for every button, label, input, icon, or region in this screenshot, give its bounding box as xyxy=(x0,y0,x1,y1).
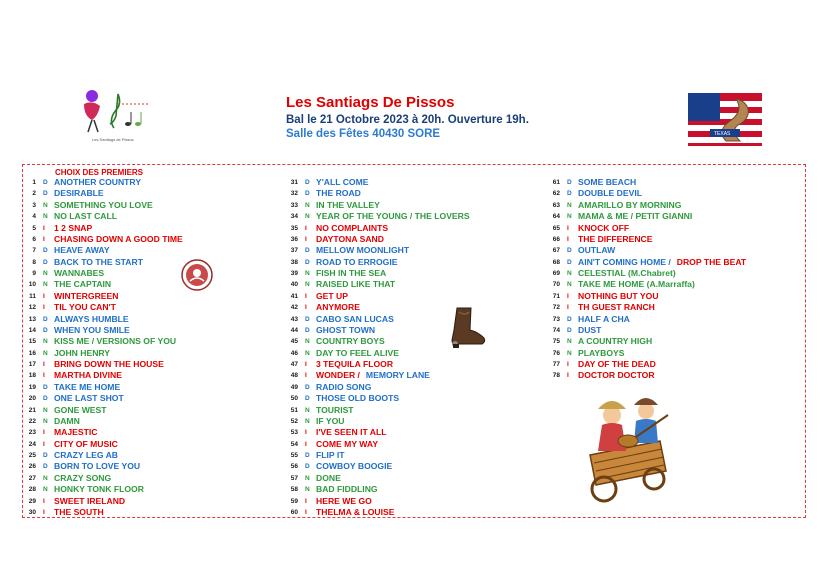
dance-title: DONE xyxy=(316,472,341,483)
dance-number: 36 xyxy=(290,235,298,243)
dance-level: D xyxy=(567,247,572,255)
dance-number: 63 xyxy=(552,201,560,209)
dance-level: N xyxy=(305,349,310,357)
dance-level: D xyxy=(305,463,310,471)
dance-level: N xyxy=(567,213,572,221)
dance-number: 45 xyxy=(290,338,298,346)
dance-level: D xyxy=(305,383,310,391)
dance-title: AMARILLO BY MORNING xyxy=(578,199,682,210)
dance-level: D xyxy=(305,315,310,323)
dance-level: N xyxy=(43,474,48,482)
dance-title: GHOST TOWN xyxy=(316,324,376,335)
dance-number: 16 xyxy=(28,349,36,357)
dance-title: CRAZY SONG xyxy=(54,472,112,483)
dance-number: 49 xyxy=(290,383,298,391)
dance-title: BORN TO LOVE YOU xyxy=(54,461,141,472)
dance-level: I xyxy=(567,361,569,368)
dance-title: DOCTOR DOCTOR xyxy=(578,370,655,381)
dance-number: 29 xyxy=(28,497,36,505)
dance-title: FLIP IT xyxy=(316,450,345,460)
cowgirls-wagon-icon xyxy=(576,385,684,503)
dance-level: N xyxy=(305,281,310,289)
dance-title: KNOCK OFF xyxy=(578,222,630,233)
dance-level: N xyxy=(43,281,48,289)
dance-level: I xyxy=(43,292,45,300)
dance-number: 55 xyxy=(290,452,298,459)
dance-level: I xyxy=(305,372,307,380)
dance-level: N xyxy=(43,486,48,494)
dance-number: 6 xyxy=(32,235,36,243)
dance-level: N xyxy=(567,281,572,289)
dance-level: I xyxy=(305,508,307,516)
dance-number: 61 xyxy=(552,179,560,186)
dance-title: BACK TO THE START xyxy=(54,256,143,267)
dance-level: I xyxy=(567,235,569,243)
dance-number: 31 xyxy=(290,179,298,186)
dance-level: D xyxy=(43,315,48,323)
dance-title: PLAYBOYS xyxy=(578,347,625,358)
dance-title: ANYMORE xyxy=(316,302,360,313)
dance-level: I xyxy=(43,440,45,448)
dance-level: D xyxy=(305,190,310,198)
choix-des-premiers-label: CHOIX DES PREMIERS xyxy=(55,168,144,177)
dance-level: N xyxy=(43,417,48,425)
dance-number: 24 xyxy=(28,440,36,448)
dance-level: D xyxy=(43,463,48,471)
dance-level: I xyxy=(305,224,307,232)
dance-level: D xyxy=(43,452,48,459)
dance-level: I xyxy=(567,224,569,232)
dance-title: TOURIST xyxy=(316,404,354,415)
dance-level: D xyxy=(43,383,48,391)
dance-number: 5 xyxy=(32,224,36,232)
dance-title: HEAVE AWAY xyxy=(54,245,110,256)
dance-number: 72 xyxy=(552,304,560,312)
dance-number: 75 xyxy=(552,338,560,346)
dance-title: DAYTONA SAND xyxy=(316,233,384,244)
dance-level: I xyxy=(43,304,45,312)
dance-number: 13 xyxy=(28,315,36,323)
dance-number: 68 xyxy=(552,258,560,266)
dance-number: 8 xyxy=(32,258,36,266)
dance-title: DAY OF THE DEAD xyxy=(578,359,656,369)
dance-number: 30 xyxy=(28,508,36,516)
dance-number: 65 xyxy=(552,224,560,232)
usa-flag-snake-icon xyxy=(686,91,764,148)
dance-level: D xyxy=(305,395,310,403)
dance-title: TAKE ME HOME xyxy=(54,381,121,392)
dance-level: I xyxy=(305,440,307,448)
dance-level: I xyxy=(43,429,45,437)
dance-number: 48 xyxy=(290,372,298,380)
dance-number: 12 xyxy=(28,304,36,312)
dance-number: 41 xyxy=(290,292,298,300)
dance-number: 28 xyxy=(28,486,36,494)
dance-level: I xyxy=(43,497,45,505)
dance-level: N xyxy=(567,270,572,277)
dance-level: N xyxy=(43,270,48,277)
dance-number: 26 xyxy=(28,463,36,471)
dance-number: 67 xyxy=(552,247,560,255)
dance-number: 40 xyxy=(290,281,298,289)
dance-title: ROAD TO ERROGIE xyxy=(316,256,398,267)
dance-number: 4 xyxy=(32,213,36,221)
page-title: Les Santiags De Pissos xyxy=(286,94,455,111)
dance-number: 51 xyxy=(290,406,298,414)
dance-title: MAMA & ME / PETIT GIANNI xyxy=(578,211,693,222)
dance-title: TAKE ME HOME (A.Marraffa) xyxy=(578,279,695,290)
dance-number: 27 xyxy=(28,474,36,482)
dance-level: I xyxy=(567,292,569,300)
dance-title: KISS ME / VERSIONS OF YOU xyxy=(54,336,177,347)
dance-level: N xyxy=(305,201,310,209)
dance-number: 57 xyxy=(290,474,298,482)
dance-level: I xyxy=(43,224,45,232)
dance-level: I xyxy=(43,361,45,368)
dance-title: 1 2 SNAP xyxy=(54,222,93,233)
dance-level: N xyxy=(43,338,48,346)
dance-title: THE ROAD xyxy=(316,188,361,199)
dance-title: DAY TO FEEL ALIVE xyxy=(316,347,399,358)
dance-number: 64 xyxy=(552,213,560,221)
dance-level: D xyxy=(305,179,310,186)
dance-title: DUST xyxy=(578,324,602,335)
dance-number: 47 xyxy=(290,361,298,368)
dance-number: 70 xyxy=(552,281,560,289)
dance-number: 1 xyxy=(32,179,36,186)
club-logo-caption: Les Santiags de Pissos xyxy=(92,137,134,142)
dance-number: 19 xyxy=(28,383,36,391)
event-venue-line: Salle des Fêtes 40430 SORE xyxy=(286,128,441,140)
dance-title: ANOTHER COUNTRY xyxy=(54,177,142,187)
dance-level: D xyxy=(43,190,48,198)
dance-level: I xyxy=(567,372,569,380)
dance-level: I xyxy=(305,304,307,312)
dance-title: RAISED LIKE THAT xyxy=(316,279,396,290)
dance-number: 50 xyxy=(290,395,298,403)
dance-level: N xyxy=(305,486,310,494)
dance-number: 44 xyxy=(290,326,298,334)
dance-title: DOUBLE DEVIL xyxy=(578,188,642,199)
dance-title: THE CAPTAIN xyxy=(54,279,112,290)
dance-level: N xyxy=(305,213,310,221)
dance-level: N xyxy=(567,349,572,357)
dance-title: HALF A CHA xyxy=(578,313,630,324)
dance-number: 33 xyxy=(290,201,298,209)
dance-number: 21 xyxy=(28,406,36,414)
dance-title: CRAZY LEG AB xyxy=(54,450,118,460)
dance-title: TIL YOU CAN'T xyxy=(54,302,116,313)
event-date-line: Bal le 21 Octobre 2023 à 20h. Ouverture 19h. xyxy=(286,114,529,126)
dance-level: I xyxy=(305,361,307,368)
dance-title: SOME BEACH xyxy=(578,177,637,187)
dance-number: 58 xyxy=(290,486,298,494)
dance-title: NOTHING BUT YOU xyxy=(578,290,659,301)
dance-level: I xyxy=(305,292,307,300)
dance-level: I xyxy=(43,508,45,516)
dance-title: THE SOUTH xyxy=(54,506,104,517)
dance-number: 73 xyxy=(552,315,560,323)
dance-level: N xyxy=(43,201,48,209)
dance-level: D xyxy=(43,179,48,186)
dance-level: D xyxy=(305,452,310,459)
dance-title: COUNTRY BOYS xyxy=(316,336,385,347)
dance-title: SOMETHING YOU LOVE xyxy=(54,199,153,210)
dance-number: 10 xyxy=(28,281,36,289)
dance-title: YEAR OF THE YOUNG / THE LOVERS xyxy=(316,211,470,222)
dance-level: N xyxy=(305,474,310,482)
dance-title: COME MY WAY xyxy=(316,438,379,449)
dance-level: D xyxy=(567,326,572,334)
dance-title: MARTHA DIVINE xyxy=(54,370,122,381)
dance-number: 43 xyxy=(290,315,298,323)
stamp-badge-icon xyxy=(181,259,213,291)
dance-number: 3 xyxy=(32,201,36,209)
dance-title: DAMN xyxy=(54,415,80,426)
dance-title-alt: MEMORY LANE xyxy=(365,370,430,381)
dance-title: RADIO SONG xyxy=(316,381,372,392)
dance-number: 42 xyxy=(290,304,298,312)
dance-level: N xyxy=(567,338,572,346)
dance-title-alt: DROP THE BEAT xyxy=(676,256,747,267)
dance-number: 11 xyxy=(29,292,36,300)
dance-level: I xyxy=(43,372,45,380)
dance-number: 20 xyxy=(28,395,36,403)
dance-level: D xyxy=(43,395,48,403)
dance-title: NO LAST CALL xyxy=(54,211,118,222)
dance-title: THE DIFFERENCE xyxy=(578,233,653,244)
dance-level: N xyxy=(305,270,310,277)
dance-title: ONE LAST SHOT xyxy=(54,393,124,404)
dance-title: BRING DOWN THE HOUSE xyxy=(54,359,164,369)
dance-title: BAD FIDDLING xyxy=(316,484,378,495)
dance-title: A COUNTRY HIGH xyxy=(578,336,653,347)
dance-title: ALWAYS HUMBLE xyxy=(54,313,129,324)
dance-number: 39 xyxy=(290,270,298,277)
dance-title: WONDER / xyxy=(316,370,360,381)
dance-level: N xyxy=(567,201,572,209)
dance-number: 52 xyxy=(290,417,298,425)
dance-number: 77 xyxy=(552,361,560,368)
dance-number: 53 xyxy=(290,429,298,437)
dance-title: TH GUEST RANCH xyxy=(578,302,655,313)
dance-number: 9 xyxy=(32,270,36,277)
dance-level: D xyxy=(305,258,310,266)
dance-title: DESIRABLE xyxy=(54,188,104,199)
dance-title: HONKY TONK FLOOR xyxy=(54,484,144,495)
dance-level: I xyxy=(305,497,307,505)
dance-level: N xyxy=(305,417,310,425)
dance-title: I'VE SEEN IT ALL xyxy=(316,427,387,438)
dance-title: FISH IN THE SEA xyxy=(316,268,387,278)
dance-level: D xyxy=(567,190,572,198)
dance-title: MAJESTIC xyxy=(54,427,98,438)
dance-level: N xyxy=(43,406,48,414)
dance-title: WINTERGREEN xyxy=(54,290,119,301)
dance-title: OUTLAW xyxy=(578,245,616,256)
dance-number: 78 xyxy=(552,372,560,380)
dance-level: D xyxy=(567,179,572,186)
cowboy-boot-icon xyxy=(447,306,487,350)
dance-number: 7 xyxy=(32,247,36,255)
dance-level: I xyxy=(305,429,307,437)
dance-number: 2 xyxy=(32,190,36,198)
dance-title: CABO SAN LUCAS xyxy=(316,313,394,324)
dance-number: 37 xyxy=(290,247,298,255)
dance-number: 35 xyxy=(290,224,298,232)
dance-number: 14 xyxy=(28,326,36,334)
club-logo-icon xyxy=(78,84,156,144)
dance-number: 25 xyxy=(28,452,36,459)
dance-number: 56 xyxy=(290,463,298,471)
dance-title: IN THE VALLEY xyxy=(316,199,380,210)
dance-level: N xyxy=(305,338,310,346)
dance-title: MELLOW MOONLIGHT xyxy=(316,245,410,256)
dance-level: D xyxy=(43,258,48,266)
dance-title: AIN'T COMING HOME / xyxy=(578,256,671,267)
dance-number: 66 xyxy=(552,235,560,243)
dance-title: CITY OF MUSIC xyxy=(54,438,118,449)
dance-title: 3 TEQUILA FLOOR xyxy=(316,359,394,369)
dance-title: HERE WE GO xyxy=(316,495,372,506)
dance-number: 34 xyxy=(290,213,298,221)
dance-number: 59 xyxy=(290,497,298,505)
dance-level: D xyxy=(305,247,310,255)
dance-title: NO COMPLAINTS xyxy=(316,222,389,233)
dance-number: 18 xyxy=(28,372,36,380)
dance-level: N xyxy=(43,349,48,357)
dance-number: 60 xyxy=(290,508,298,516)
dance-number: 22 xyxy=(28,417,36,425)
dance-title: GET UP xyxy=(316,290,348,301)
dance-title: THELMA & LOUISE xyxy=(316,506,395,517)
dance-number: 46 xyxy=(290,349,298,357)
dance-level: D xyxy=(567,258,572,266)
dance-number: 17 xyxy=(28,361,36,368)
dance-number: 15 xyxy=(28,338,36,346)
dance-level: N xyxy=(305,406,310,414)
dance-level: D xyxy=(305,326,310,334)
dance-number: 32 xyxy=(290,190,298,198)
dance-level: I xyxy=(567,304,569,312)
dance-title: JOHN HENRY xyxy=(54,347,111,358)
dance-title: COWBOY BOOGIE xyxy=(316,461,393,472)
dance-level: I xyxy=(43,235,45,243)
dance-number: 23 xyxy=(28,429,36,437)
dance-level: I xyxy=(305,235,307,243)
dance-number: 62 xyxy=(552,190,560,198)
dance-level: N xyxy=(43,213,48,221)
flag-caption: TEXAS xyxy=(714,131,731,137)
dance-number: 71 xyxy=(552,292,560,300)
dance-title: Y'ALL COME xyxy=(316,177,369,187)
dance-title: WHEN YOU SMILE xyxy=(54,324,130,335)
dance-level: D xyxy=(43,247,48,255)
dance-number: 38 xyxy=(290,258,298,266)
dance-title: CHASING DOWN A GOOD TIME xyxy=(54,233,183,244)
dance-number: 74 xyxy=(552,326,560,334)
dance-number: 76 xyxy=(552,349,560,357)
dance-title: SWEET IRELAND xyxy=(54,495,126,506)
dance-level: D xyxy=(567,315,572,323)
dance-title: THOSE OLD BOOTS xyxy=(316,393,400,404)
dance-number: 69 xyxy=(552,270,560,277)
dance-level: D xyxy=(43,326,48,334)
dance-title: IF YOU xyxy=(316,415,345,426)
dance-title: GONE WEST xyxy=(54,404,107,415)
dance-title: CELESTIAL (M.Chabret) xyxy=(578,268,676,278)
dance-number: 54 xyxy=(290,440,298,448)
dance-title: WANNABES xyxy=(54,268,105,278)
